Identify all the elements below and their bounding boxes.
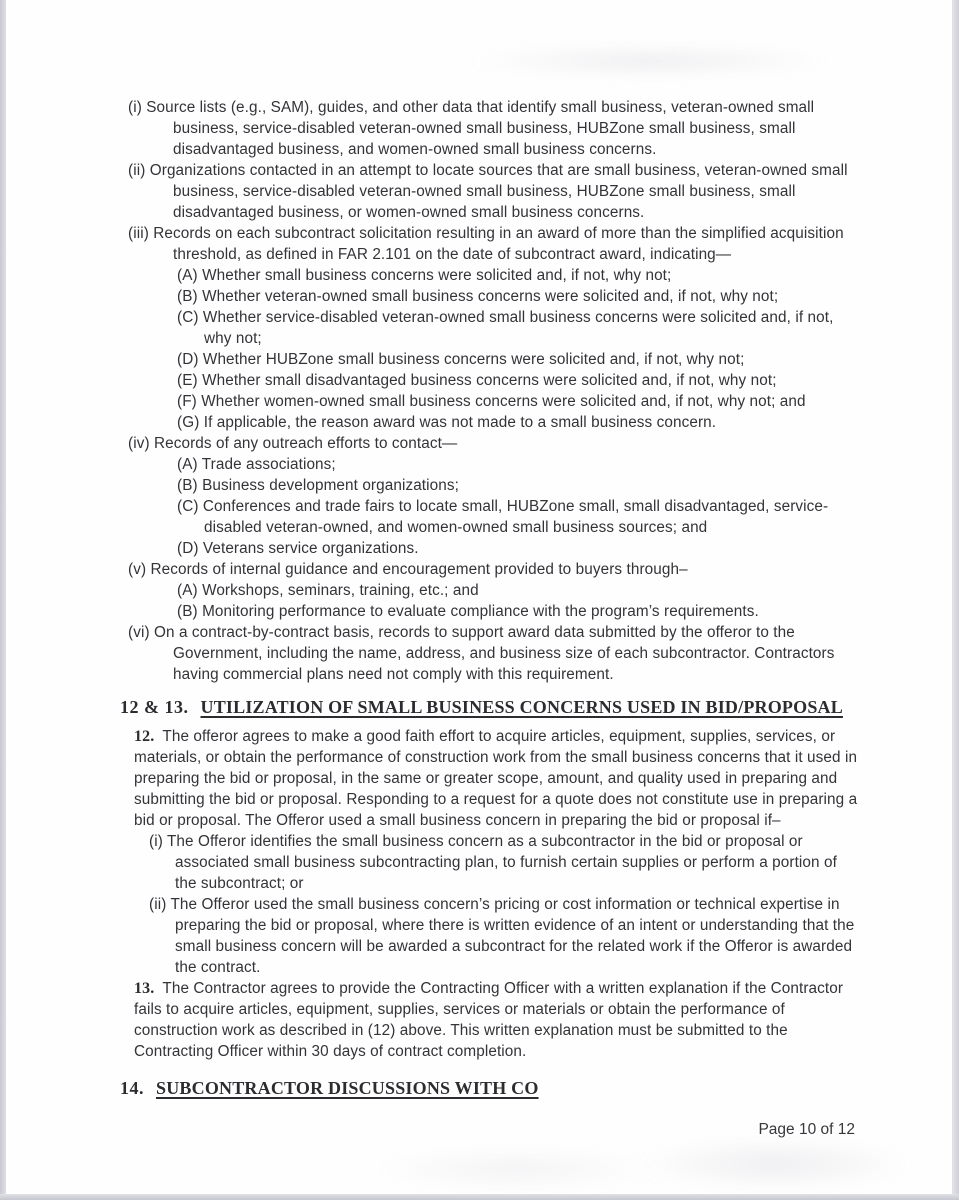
list-marker: (A) — [177, 582, 198, 599]
list-marker: (F) — [177, 393, 197, 410]
page-edge-left — [0, 0, 6, 1200]
list-item-iii-A — [177, 265, 859, 286]
list-item-iv-D — [177, 538, 859, 559]
list-item-12-ii — [149, 894, 859, 978]
page-edge-bottom — [0, 1194, 959, 1200]
list-marker: (v) — [128, 561, 147, 578]
heading-title: SUBCONTRACTOR DISCUSSIONS WITH CO — [156, 1078, 539, 1098]
list-marker: (i) — [149, 833, 163, 850]
list-item-text: Records of internal guidance and encouragement provided to buyers through– — [150, 561, 688, 578]
list-marker: (D) — [177, 351, 199, 368]
section-heading-14 — [120, 1076, 859, 1100]
paper-showthrough-smudge — [640, 1138, 910, 1190]
list-marker: (A) — [177, 267, 198, 284]
list-item-iv-B — [177, 475, 859, 496]
list-item-text: Records of any outreach efforts to contact— — [154, 435, 458, 452]
list-item-text: Veterans service organizations. — [202, 540, 419, 557]
list-item-ii — [128, 160, 859, 223]
list-item-i — [128, 97, 859, 160]
list-item-text: Whether small business concerns were solicited and, if not, why not; — [202, 267, 672, 284]
heading-number: 14. — [120, 1078, 144, 1098]
paragraph-number: 13. — [134, 980, 155, 997]
list-marker: (B) — [177, 603, 198, 620]
section-heading-12-13 — [120, 695, 859, 719]
list-item-text: The Offeror identifies the small business concern as a subcontractor in the bid or proposal or associated small business subcontracting plan, to furnish certain supplies or perform a portion of the subcontract; or — [166, 833, 837, 892]
list-item-iv-A — [177, 454, 859, 475]
list-item-text: Workshops, seminars, training, etc.; and — [202, 582, 479, 599]
list-marker: (B) — [177, 288, 198, 305]
list-marker: (D) — [177, 540, 199, 557]
list-item-text: Whether women-owned small business concerns were solicited and, if not, why not; and — [201, 393, 806, 410]
list-item-iii-C — [177, 307, 859, 349]
list-item-text: Organizations contacted in an attempt to locate sources that are small business, veteran-owned small business, service-disabled veteran-owned small business, HUBZone small business, small disadvantaged business, or women-owned small business concerns. — [149, 162, 848, 221]
list-marker: (iv) — [128, 435, 150, 452]
page-edge-right — [952, 0, 959, 1200]
list-item-iii-D — [177, 349, 859, 370]
list-item-text: Whether veteran-owned small business concerns were solicited and, if not, why not; — [202, 288, 779, 305]
list-item-iii-E — [177, 370, 859, 391]
paragraph-13 — [134, 978, 859, 1062]
list-item-text: Monitoring performance to evaluate compliance with the program’s requirements. — [202, 603, 759, 620]
list-marker: (C) — [177, 309, 199, 326]
list-item-text: Source lists (e.g., SAM), guides, and other data that identify small business, veteran-owned small business, service-disabled veteran-owned small business, HUBZone small business, small disadvantaged business, and women-owned small business concerns. — [146, 99, 815, 158]
list-item-text: The Offeror used the small business concern’s pricing or cost information or technical expertise in preparing the bid or proposal, where there is written evidence of an intent or understanding that the small business concern will be awarded a subcontract for the related work if the Offeror is awarded the contract. — [170, 896, 855, 976]
page-number: Page 10 of 12 — [758, 1121, 855, 1138]
list-item-text: Conferences and trade fairs to locate small, HUBZone small, small disadvantaged, service-disabled veteran-owned, and women-owned small business sources; and — [202, 498, 829, 536]
list-item-iii-G — [177, 412, 859, 433]
list-item-v — [128, 559, 859, 580]
list-marker: (vi) — [128, 624, 150, 641]
list-item-text: Records on each subcontract solicitation resulting in an award of more than the simplified acquisition threshold, as defined in FAR 2.101 on the date of subcontract award, indicating— — [153, 225, 844, 263]
list-item-iv — [128, 433, 859, 454]
list-marker: (iii) — [128, 225, 149, 242]
list-marker: (A) — [177, 456, 198, 473]
paragraph-12 — [134, 726, 859, 831]
list-item-12-i — [149, 831, 859, 894]
list-item-v-A — [177, 580, 859, 601]
list-item-text: Business development organizations; — [202, 477, 459, 494]
paragraph-text: The offeror agrees to make a good faith effort to acquire articles, equipment, supplies, services, or materials, or obtain the performance of construction work from the small business concerns that it used in preparing the bid or proposal, in the same or greater scope, amount, and quality used in preparing and submitting the bid or proposal. Responding to a request for a quote does not constitute use in preparing a bid or proposal. The Offeror used a small business concern in preparing the bid or proposal if– — [134, 728, 858, 829]
list-item-text: If applicable, the reason award was not made to a small business concern. — [203, 414, 717, 431]
list-item-text: Trade associations; — [201, 456, 336, 473]
list-item-text: On a contract-by-contract basis, records to support award data submitted by the offeror to the Government, including the name, address, and business size of each subcontractor. Contractors having commercial plans need not comply with this requirement. — [154, 624, 835, 683]
list-marker: (E) — [177, 372, 198, 389]
list-marker: (C) — [177, 498, 199, 515]
list-item-v-B — [177, 601, 859, 622]
list-marker: (i) — [128, 99, 142, 116]
heading-number: 12 & 13. — [120, 697, 189, 717]
list-marker: (ii) — [149, 896, 167, 913]
paper-showthrough-smudge — [470, 46, 830, 76]
list-marker: (ii) — [128, 162, 146, 179]
page-content — [120, 97, 859, 1107]
paper-showthrough-smudge — [370, 1148, 660, 1190]
list-item-iii-B — [177, 286, 859, 307]
list-marker: (B) — [177, 477, 198, 494]
list-item-iii — [128, 223, 859, 265]
list-item-text: Whether HUBZone small business concerns were solicited and, if not, why not; — [202, 351, 745, 368]
paragraph-number: 12. — [134, 728, 155, 745]
list-marker: (G) — [177, 414, 200, 431]
list-item-text: Whether small disadvantaged business concerns were solicited and, if not, why not; — [202, 372, 777, 389]
paragraph-text: The Contractor agrees to provide the Contracting Officer with a written explanation if the Contractor fails to acquire articles, equipment, supplies, services or materials or obtain the performance of construction work as described in (12) above. This written explanation must be submitted to the Contracting Officer within 30 days of contract completion. — [134, 980, 844, 1060]
list-item-iii-F — [177, 391, 859, 412]
heading-title: UTILIZATION OF SMALL BUSINESS CONCERNS USED IN BID/PROPOSAL — [200, 697, 843, 717]
list-item-vi — [128, 622, 859, 685]
list-item-text: Whether service-disabled veteran-owned small business concerns were solicited and, if not, why not; — [202, 309, 834, 347]
list-item-iv-C — [177, 496, 859, 538]
